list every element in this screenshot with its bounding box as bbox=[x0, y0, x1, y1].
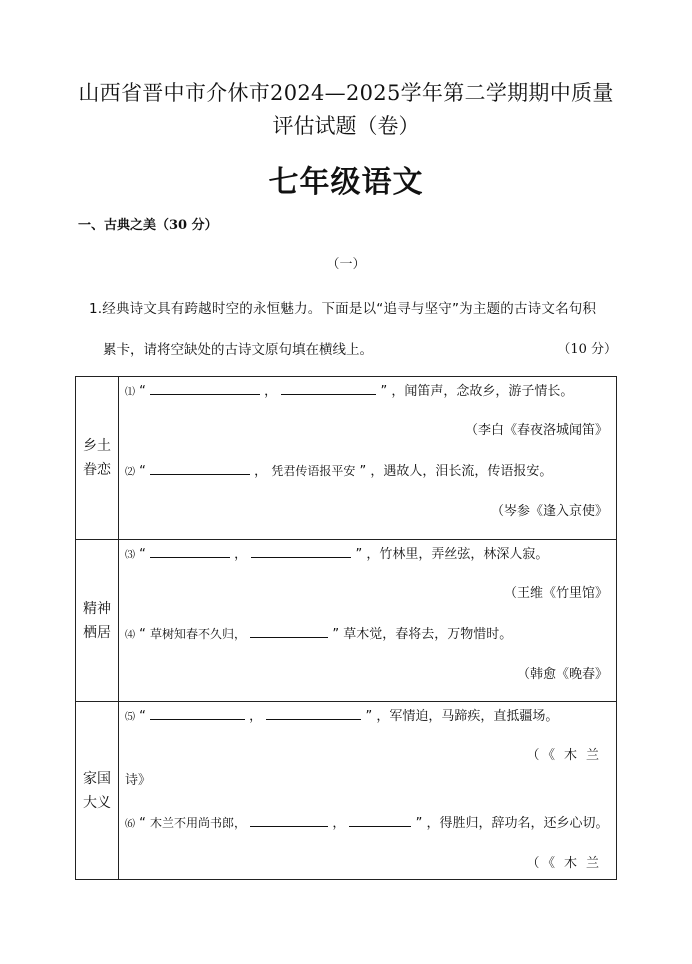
open-quote: “ bbox=[139, 547, 146, 562]
close-quote: ” bbox=[332, 627, 340, 642]
item-tail: ，闻笛声，念故乡，游子情长。 bbox=[391, 384, 574, 399]
subject-title: 七年级语文 bbox=[268, 165, 424, 200]
theme-label: 眷恋 bbox=[83, 462, 111, 478]
item-source: （韩愈《晚春》 bbox=[516, 667, 608, 682]
open-quote: “ bbox=[139, 464, 146, 479]
answer-blank[interactable] bbox=[250, 625, 328, 638]
card-row-homeland bbox=[76, 377, 617, 540]
open-quote: “ bbox=[139, 709, 146, 724]
item-number: ⑹ bbox=[125, 819, 135, 830]
answer-blank[interactable] bbox=[250, 814, 328, 827]
item-tail: ，竹林里，弄丝弦，林深人寂。 bbox=[366, 547, 549, 562]
item-number: ⑷ bbox=[125, 630, 135, 641]
item-5-line bbox=[125, 705, 558, 724]
section-heading: 一、古典之美（30 分） bbox=[78, 218, 218, 233]
theme-label: 乡土 bbox=[83, 438, 111, 454]
comma: ， bbox=[254, 464, 268, 479]
item-source: （王维《竹里馆》 bbox=[503, 586, 608, 601]
item-source-cont: 诗》 bbox=[125, 773, 152, 788]
theme-cell bbox=[76, 702, 119, 880]
close-quote: ” bbox=[365, 709, 373, 724]
item-number: ⑶ bbox=[125, 550, 135, 561]
content-cell bbox=[119, 377, 617, 540]
item-6-line bbox=[125, 812, 609, 831]
answer-blank[interactable] bbox=[266, 707, 361, 720]
open-quote: “ bbox=[139, 384, 146, 399]
item-tail: ，军情迫，马蹄疾，直抵疆场。 bbox=[376, 709, 559, 724]
item-2-line bbox=[125, 460, 552, 479]
close-quote: ” bbox=[359, 464, 367, 479]
theme-label: 家国 bbox=[83, 770, 111, 787]
card-row-nation bbox=[76, 702, 617, 880]
open-quote: “ bbox=[139, 816, 146, 831]
item-source: （李白《春夜洛城闻笛》 bbox=[464, 423, 608, 438]
comma: ， bbox=[264, 384, 278, 399]
given-verse: 草树知春不久归， bbox=[150, 627, 247, 641]
item-number: ⑴ bbox=[125, 387, 135, 398]
theme-label: 精神 bbox=[83, 600, 111, 617]
theme-cell bbox=[76, 377, 119, 540]
item-source: （岑参《逢入京使》 bbox=[490, 504, 608, 519]
item-tail: ，得胜归，辞功名，还乡心切。 bbox=[426, 816, 609, 831]
question-1-text-line1: 1.经典诗文具有跨越时空的永恒魅力。下面是以“追寻与坚守”为主题的古诗文名句积 bbox=[89, 301, 597, 317]
exam-title-line1: 山西省晋中市介休市2024—2025学年第二学期期中质量 bbox=[78, 81, 614, 105]
answer-blank[interactable] bbox=[281, 382, 376, 395]
open-quote: “ bbox=[139, 627, 146, 642]
exam-title-line2: 评估试题（卷） bbox=[272, 114, 420, 138]
close-quote: ” bbox=[380, 384, 388, 399]
item-tail: ，遇故人，泪长流，传语报安。 bbox=[370, 464, 553, 479]
card-row-spirit bbox=[76, 540, 617, 702]
sub-heading: （一） bbox=[326, 257, 366, 272]
item-source: （《木兰 bbox=[526, 856, 608, 871]
answer-blank[interactable] bbox=[150, 462, 250, 475]
item-tail: 草木觉，春将去，万物惜时。 bbox=[343, 627, 513, 642]
theme-label: 栖居 bbox=[83, 624, 111, 641]
item-source: （《木兰 bbox=[526, 748, 608, 763]
item-number: ⑸ bbox=[125, 712, 135, 723]
close-quote: ” bbox=[415, 816, 423, 831]
item-1-line bbox=[125, 380, 573, 399]
given-verse: 凭君传语报平安 bbox=[271, 464, 356, 478]
content-cell bbox=[119, 540, 617, 702]
question-1-text-line2: 累卡，请将空缺处的古诗文原句填在横线上。 bbox=[103, 342, 373, 358]
theme-cell bbox=[76, 540, 119, 702]
answer-blank[interactable] bbox=[349, 814, 411, 827]
item-number: ⑵ bbox=[125, 467, 135, 478]
close-quote: ” bbox=[355, 547, 363, 562]
item-3-line bbox=[125, 543, 548, 562]
content-cell bbox=[119, 702, 617, 880]
comma: ， bbox=[332, 816, 346, 831]
comma: ， bbox=[234, 547, 248, 562]
question-1-points: （10 分） bbox=[557, 342, 617, 357]
comma: ， bbox=[249, 709, 263, 724]
answer-blank[interactable] bbox=[150, 382, 260, 395]
item-4-line bbox=[125, 623, 512, 642]
theme-label: 大义 bbox=[83, 794, 111, 811]
given-verse: 木兰不用尚书郎， bbox=[150, 816, 247, 830]
answer-blank[interactable] bbox=[150, 707, 245, 720]
answer-blank[interactable] bbox=[150, 545, 230, 558]
poetry-card-table bbox=[75, 376, 617, 880]
answer-blank[interactable] bbox=[251, 545, 351, 558]
